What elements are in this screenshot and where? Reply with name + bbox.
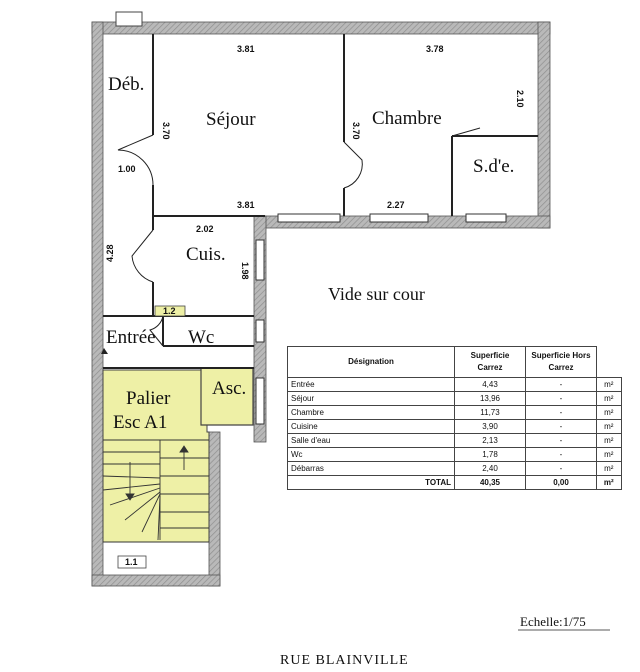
dim-entree-side: 4.28 bbox=[105, 244, 115, 262]
total-hors: 0,00 bbox=[526, 476, 597, 490]
vide-sur-cour: Vide sur cour bbox=[328, 284, 425, 304]
row-name: Chambre bbox=[288, 406, 455, 420]
row-carrez: 13,96 bbox=[455, 392, 526, 406]
dim-cuis-side: 1.98 bbox=[240, 262, 250, 280]
small-box-label: 1.2 bbox=[163, 306, 176, 316]
row-carrez: 4,43 bbox=[455, 378, 526, 392]
row-name: Séjour bbox=[288, 392, 455, 406]
room-cuis: Cuis. bbox=[186, 244, 226, 265]
row-name: Salle d'eau bbox=[288, 434, 455, 448]
row-name: Cuisine bbox=[288, 420, 455, 434]
row-name: Entrée bbox=[288, 378, 455, 392]
row-unit: m² bbox=[597, 406, 622, 420]
row-hors: - bbox=[526, 420, 597, 434]
dim-chambre-mid: 3.70 bbox=[351, 122, 361, 140]
bottom-small-box-label: 1.1 bbox=[125, 557, 138, 567]
top-notch bbox=[116, 12, 142, 26]
scale-label: Echelle:1/75 bbox=[520, 614, 586, 629]
room-wc: Wc bbox=[188, 327, 215, 348]
row-unit: m² bbox=[597, 420, 622, 434]
table-row bbox=[288, 448, 622, 462]
room-palier: Palier bbox=[126, 388, 171, 409]
room-chambre: Chambre bbox=[372, 108, 442, 129]
row-hors: - bbox=[526, 434, 597, 448]
dim-sejour-top: 3.81 bbox=[237, 44, 255, 54]
row-hors: - bbox=[526, 378, 597, 392]
dim-sejour-side: 3.70 bbox=[161, 122, 171, 140]
table-row bbox=[288, 378, 622, 392]
street-name: RUE BLAINVILLE bbox=[280, 653, 409, 668]
table-row bbox=[288, 462, 622, 476]
room-esc-a1: Esc A1 bbox=[113, 412, 168, 433]
row-unit: m² bbox=[597, 378, 622, 392]
dim-cuis-top: 2.02 bbox=[196, 224, 214, 234]
row-unit: m² bbox=[597, 392, 622, 406]
row-unit: m² bbox=[597, 434, 622, 448]
dim-chambre-top: 3.78 bbox=[426, 44, 444, 54]
row-hors: - bbox=[526, 392, 597, 406]
dim-chambre-side: 2.10 bbox=[515, 90, 525, 108]
row-carrez: 1,78 bbox=[455, 448, 526, 462]
row-unit: m² bbox=[597, 448, 622, 462]
row-carrez: 2,40 bbox=[455, 462, 526, 476]
header-carrez: Superficie Carrez bbox=[455, 347, 526, 378]
total-label: TOTAL bbox=[288, 476, 455, 490]
table-row bbox=[288, 406, 622, 420]
room-deb: Déb. bbox=[108, 74, 145, 95]
table-row bbox=[288, 392, 622, 406]
room-sejour: Séjour bbox=[206, 109, 256, 130]
header-designation: Désignation bbox=[288, 347, 455, 378]
total-carrez: 40,35 bbox=[455, 476, 526, 490]
row-hors: - bbox=[526, 462, 597, 476]
row-name: Wc bbox=[288, 448, 455, 462]
interior-walls bbox=[103, 34, 538, 368]
row-hors: - bbox=[526, 448, 597, 462]
row-unit: m² bbox=[597, 462, 622, 476]
room-asc: Asc. bbox=[212, 378, 247, 399]
dim-deb-width: 1.00 bbox=[118, 164, 136, 174]
dim-sejour-bottom: 3.81 bbox=[237, 200, 255, 210]
row-carrez: 2,13 bbox=[455, 434, 526, 448]
total-unit: m² bbox=[597, 476, 622, 490]
row-carrez: 3,90 bbox=[455, 420, 526, 434]
row-hors: - bbox=[526, 406, 597, 420]
table-row bbox=[288, 434, 622, 448]
dim-sde-bottom: 2.27 bbox=[387, 200, 405, 210]
room-sde: S.d'e. bbox=[473, 156, 515, 177]
row-carrez: 11,73 bbox=[455, 406, 526, 420]
area-table bbox=[287, 346, 622, 490]
room-entree: Entrée bbox=[106, 327, 156, 348]
header-hors-carrez: Superficie Hors Carrez bbox=[526, 347, 597, 378]
row-name: Débarras bbox=[288, 462, 455, 476]
table-row bbox=[288, 420, 622, 434]
table-total-row bbox=[288, 476, 622, 490]
